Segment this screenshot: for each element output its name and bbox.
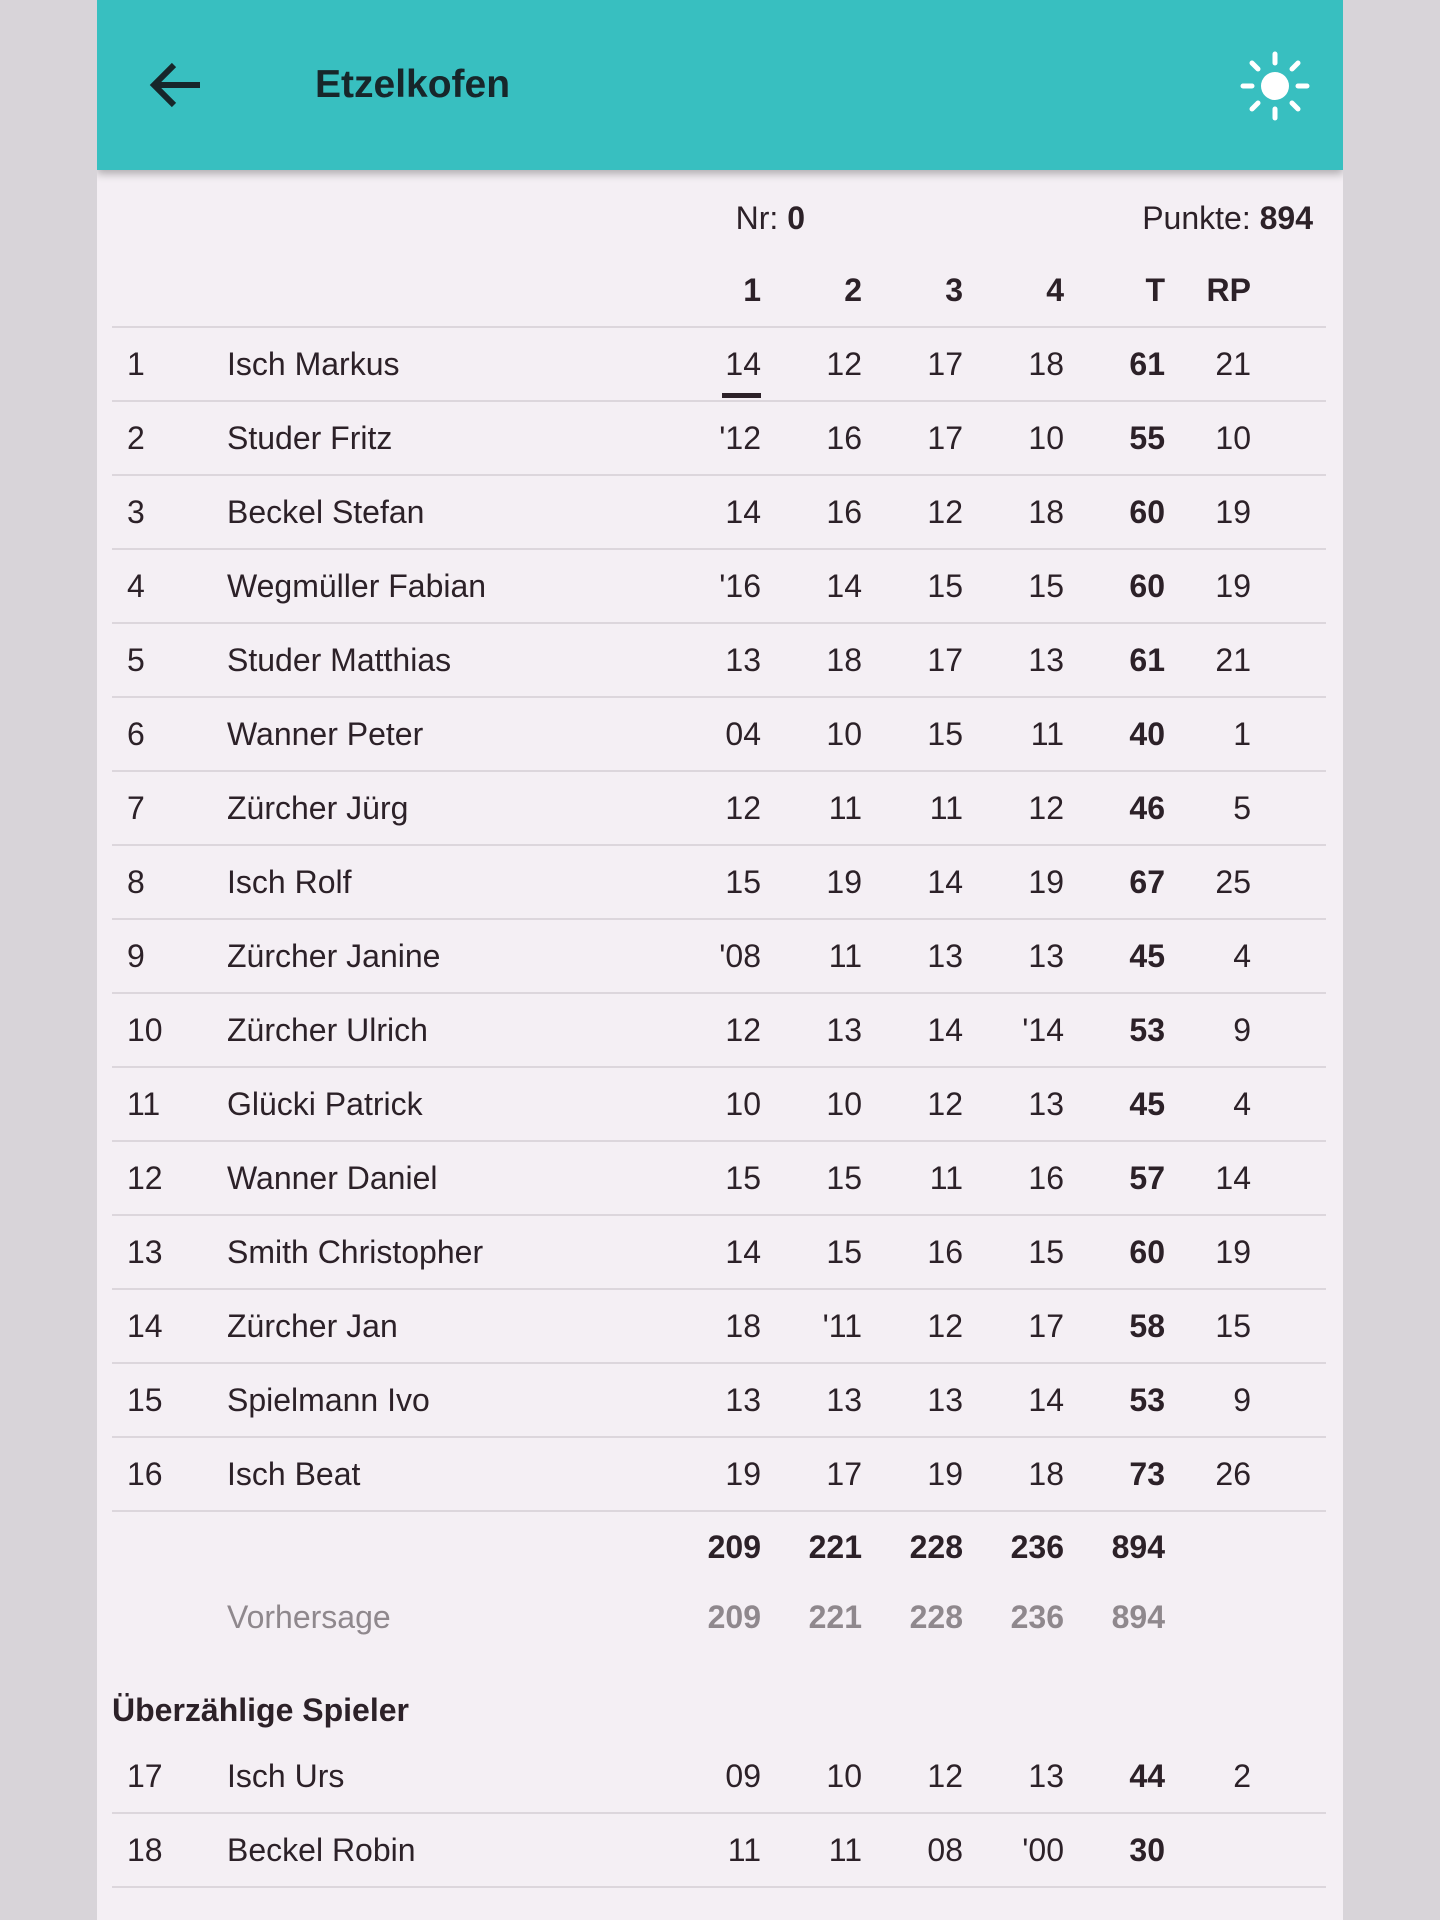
arrow-left-icon	[146, 59, 206, 111]
score-round-3[interactable]: 15	[927, 716, 963, 752]
table-row[interactable]	[112, 698, 1326, 772]
score-round-3[interactable]: 14	[927, 864, 963, 900]
score-round-1[interactable]: 12	[725, 1012, 761, 1048]
table-row[interactable]	[112, 994, 1326, 1068]
player-name: Wanner Peter	[227, 716, 424, 752]
score-round-2[interactable]: '11	[822, 1308, 862, 1344]
ranking-points: 14	[1215, 1160, 1251, 1196]
nr-summary	[736, 198, 805, 238]
score-round-2[interactable]: 13	[826, 1012, 862, 1048]
score-round-4[interactable]: 16	[1028, 1160, 1064, 1196]
ranking-points: 15	[1215, 1308, 1251, 1344]
column-header-4: 4	[1046, 272, 1064, 308]
score-round-4[interactable]: '14	[1022, 1012, 1064, 1048]
score-round-3[interactable]: 12	[927, 494, 963, 530]
player-name: Glücki Patrick	[227, 1086, 423, 1122]
ranking-points: 9	[1233, 1012, 1251, 1048]
nr-label: Nr:	[735, 200, 779, 236]
player-name: Zürcher Ulrich	[227, 1012, 428, 1048]
score-round-2[interactable]: 12	[826, 346, 862, 382]
player-number: 18	[127, 1832, 163, 1868]
player-number: 1	[127, 346, 145, 382]
score-round-1[interactable]: 12	[725, 790, 761, 826]
app-screen	[97, 0, 1343, 1920]
score-round-4[interactable]: 18	[1028, 494, 1064, 530]
extra-players-table	[112, 1740, 1326, 1888]
table-row[interactable]	[112, 476, 1326, 550]
player-name: Studer Matthias	[227, 642, 452, 678]
score-total: 30	[1129, 1832, 1165, 1868]
score-round-2[interactable]: 16	[826, 420, 862, 456]
score-total: 53	[1129, 1012, 1165, 1048]
score-round-3[interactable]: 16	[927, 1234, 963, 1270]
score-round-2[interactable]: 11	[828, 938, 862, 974]
player-number: 13	[127, 1234, 163, 1270]
score-round-3[interactable]: 13	[927, 938, 963, 974]
table-row[interactable]	[112, 624, 1326, 698]
score-round-4[interactable]: 10	[1028, 420, 1064, 456]
score-total: 73	[1129, 1456, 1165, 1492]
score-round-1[interactable]: 14	[660, 344, 761, 384]
column-header-3: 3	[945, 272, 963, 308]
player-number: 7	[127, 790, 145, 826]
column-header-rp: RP	[1206, 272, 1251, 308]
forecast-label: Vorhersage	[227, 1599, 391, 1635]
player-number: 3	[127, 494, 145, 530]
player-name: Isch Rolf	[227, 864, 352, 900]
score-round-1[interactable]: 15	[725, 864, 761, 900]
score-round-4[interactable]: 15	[1028, 1234, 1064, 1270]
score-round-1[interactable]: 14	[725, 1234, 761, 1270]
player-number: 4	[127, 568, 145, 604]
score-round-4[interactable]: 11	[1030, 716, 1064, 752]
score-round-3[interactable]: 11	[929, 790, 963, 826]
score-round-3[interactable]: 12	[927, 1086, 963, 1122]
score-round-3[interactable]: 15	[927, 568, 963, 604]
score-round-2[interactable]: 17	[826, 1456, 862, 1492]
table-row[interactable]	[112, 1290, 1326, 1364]
score-round-1[interactable]: 09	[725, 1758, 761, 1794]
score-round-4[interactable]: 15	[1028, 568, 1064, 604]
ranking-points: 26	[1215, 1456, 1251, 1492]
score-total: 55	[1129, 420, 1165, 456]
table-row[interactable]	[112, 846, 1326, 920]
score-total: 46	[1129, 790, 1165, 826]
score-round-4[interactable]: 13	[1028, 642, 1064, 678]
score-round-3[interactable]: 12	[927, 1308, 963, 1344]
table-row[interactable]	[112, 550, 1326, 624]
score-round-4[interactable]: 18	[1028, 346, 1064, 382]
totals-row	[112, 1512, 1326, 1582]
score-round-2[interactable]: 19	[826, 864, 862, 900]
player-name: Isch Beat	[227, 1456, 361, 1492]
score-round-4[interactable]: 14	[1028, 1382, 1064, 1418]
score-round-3[interactable]: 19	[927, 1456, 963, 1492]
theme-toggle-button[interactable]	[1237, 48, 1313, 124]
ranking-points: 21	[1215, 346, 1251, 382]
score-round-3[interactable]: 13	[927, 1382, 963, 1418]
score-round-3[interactable]: 11	[929, 1160, 963, 1196]
player-number: 14	[127, 1308, 163, 1344]
table-row[interactable]	[112, 920, 1326, 994]
table-row[interactable]	[112, 1438, 1326, 1512]
table-header	[112, 270, 1326, 328]
score-round-4[interactable]: 13	[1028, 938, 1064, 974]
player-number: 6	[127, 716, 145, 752]
player-number: 8	[127, 864, 145, 900]
score-total: 45	[1129, 1086, 1165, 1122]
score-round-4[interactable]: 17	[1028, 1308, 1064, 1344]
score-total: 40	[1129, 716, 1165, 752]
score-total: 60	[1129, 1234, 1165, 1270]
player-number: 16	[127, 1456, 163, 1492]
table-row[interactable]	[112, 328, 1326, 402]
player-name: Wanner Daniel	[227, 1160, 438, 1196]
score-round-3[interactable]: 08	[927, 1832, 963, 1868]
score-total: 57	[1129, 1160, 1165, 1196]
score-round-1[interactable]: 14	[725, 494, 761, 530]
table-row[interactable]	[112, 1068, 1326, 1142]
app-bar	[97, 0, 1343, 170]
score-round-1[interactable]: 13	[725, 1382, 761, 1418]
score-round-4[interactable]: 18	[1028, 1456, 1064, 1492]
total-round-4: 236	[1010, 1529, 1064, 1565]
forecast-row	[112, 1582, 1326, 1652]
player-number: 12	[127, 1160, 163, 1196]
score-round-4[interactable]: 13	[1028, 1086, 1064, 1122]
ranking-points: 2	[1233, 1758, 1251, 1794]
player-name: Isch Urs	[227, 1758, 345, 1794]
column-header-1: 1	[743, 272, 761, 308]
player-name: Beckel Stefan	[227, 494, 425, 530]
table-row[interactable]	[112, 1814, 1326, 1888]
score-total: 53	[1129, 1382, 1165, 1418]
score-round-2[interactable]: 13	[826, 1382, 862, 1418]
player-name: Studer Fritz	[227, 420, 393, 456]
score-round-1[interactable]: 18	[725, 1308, 761, 1344]
score-round-3[interactable]: 14	[927, 1012, 963, 1048]
score-total: 60	[1129, 568, 1165, 604]
content-area	[97, 170, 1343, 1888]
score-total: 58	[1129, 1308, 1165, 1344]
score-round-3[interactable]: 17	[927, 420, 963, 456]
extra-players-title: Überzählige Spieler	[112, 1692, 409, 1728]
ranking-points: 10	[1215, 420, 1251, 456]
player-number: 10	[127, 1012, 163, 1048]
player-name: Spielmann Ivo	[227, 1382, 430, 1418]
ranking-points: 9	[1233, 1382, 1251, 1418]
punkte-value: 894	[1259, 200, 1313, 236]
score-round-4[interactable]: 12	[1028, 790, 1064, 826]
table-row[interactable]	[112, 1216, 1326, 1290]
score-round-2[interactable]: 18	[826, 642, 862, 678]
score-round-4[interactable]: 19	[1028, 864, 1064, 900]
score-total: 61	[1129, 346, 1165, 382]
back-button[interactable]	[141, 50, 211, 120]
table-row[interactable]	[112, 1740, 1326, 1814]
ranking-points: 19	[1215, 568, 1251, 604]
ranking-points: 5	[1233, 790, 1251, 826]
total-round-1: 209	[707, 1529, 761, 1565]
forecast-round-2: 221	[808, 1599, 862, 1635]
score-table	[112, 270, 1326, 1652]
score-round-1[interactable]: '12	[719, 420, 761, 456]
score-round-2[interactable]: 11	[828, 790, 862, 826]
forecast-overall: 894	[1111, 1599, 1165, 1635]
forecast-round-1: 209	[707, 1599, 761, 1635]
score-round-2[interactable]: 11	[828, 1832, 862, 1868]
player-name: Beckel Robin	[227, 1832, 416, 1868]
player-name: Zürcher Jürg	[227, 790, 409, 826]
score-round-4[interactable]: '00	[1022, 1832, 1064, 1868]
score-round-1[interactable]: 19	[725, 1456, 761, 1492]
score-round-1[interactable]: 15	[725, 1160, 761, 1196]
total-round-2: 221	[808, 1529, 862, 1565]
score-round-3[interactable]: 17	[927, 642, 963, 678]
table-row[interactable]	[112, 1142, 1326, 1216]
ranking-points: 19	[1215, 1234, 1251, 1270]
score-round-1[interactable]: '08	[719, 938, 761, 974]
score-round-4[interactable]: 13	[1028, 1758, 1064, 1794]
table-row[interactable]	[112, 772, 1326, 846]
score-round-2[interactable]: 10	[826, 1086, 862, 1122]
player-name: Wegmüller Fabian	[227, 568, 487, 604]
total-round-3: 228	[909, 1529, 963, 1565]
player-number: 11	[127, 1086, 161, 1122]
player-name: Smith Christopher	[227, 1234, 484, 1270]
ranking-points: 4	[1233, 938, 1251, 974]
column-header-2: 2	[844, 272, 862, 308]
score-round-3[interactable]: 12	[927, 1758, 963, 1794]
page-title: Etzelkofen	[315, 63, 511, 106]
score-round-1[interactable]: 04	[725, 716, 761, 752]
player-name: Zürcher Janine	[227, 938, 441, 974]
ranking-points: 4	[1233, 1086, 1251, 1122]
ranking-points: 25	[1215, 864, 1251, 900]
punkte-summary	[1142, 198, 1313, 238]
ranking-points: 1	[1233, 716, 1251, 752]
score-round-1[interactable]: 11	[727, 1832, 761, 1868]
score-total: 60	[1129, 494, 1165, 530]
score-round-2[interactable]: 10	[826, 716, 862, 752]
ranking-points: 21	[1215, 642, 1251, 678]
player-number: 9	[127, 938, 145, 974]
player-number: 5	[127, 642, 145, 678]
forecast-round-3: 228	[909, 1599, 963, 1635]
player-name: Zürcher Jan	[227, 1308, 398, 1344]
score-round-2[interactable]: 10	[826, 1758, 862, 1794]
forecast-round-4: 236	[1010, 1599, 1064, 1635]
score-round-1[interactable]: '16	[719, 568, 761, 604]
score-round-2[interactable]: 15	[826, 1234, 862, 1270]
total-overall: 894	[1111, 1529, 1165, 1565]
player-number: 2	[127, 420, 145, 456]
score-total: 44	[1129, 1758, 1165, 1794]
table-row[interactable]	[112, 1364, 1326, 1438]
score-total: 45	[1129, 938, 1165, 974]
score-total: 61	[1129, 642, 1165, 678]
score-round-1[interactable]: 10	[725, 1086, 761, 1122]
score-round-2[interactable]: 14	[826, 568, 862, 604]
score-round-1[interactable]: 13	[725, 642, 761, 678]
table-row[interactable]	[112, 402, 1326, 476]
sun-icon	[1240, 51, 1310, 121]
punkte-label: Punkte:	[1142, 200, 1251, 236]
score-round-2[interactable]: 15	[826, 1160, 862, 1196]
ranking-points: 19	[1215, 494, 1251, 530]
player-name: Isch Markus	[227, 346, 400, 382]
player-number: 17	[127, 1758, 163, 1794]
nr-value: 0	[787, 200, 805, 236]
player-number: 15	[127, 1382, 163, 1418]
score-round-3[interactable]: 17	[927, 346, 963, 382]
score-total: 67	[1129, 864, 1165, 900]
summary-row	[97, 170, 1343, 270]
column-header-total: T	[1145, 272, 1165, 308]
score-round-2[interactable]: 16	[826, 494, 862, 530]
